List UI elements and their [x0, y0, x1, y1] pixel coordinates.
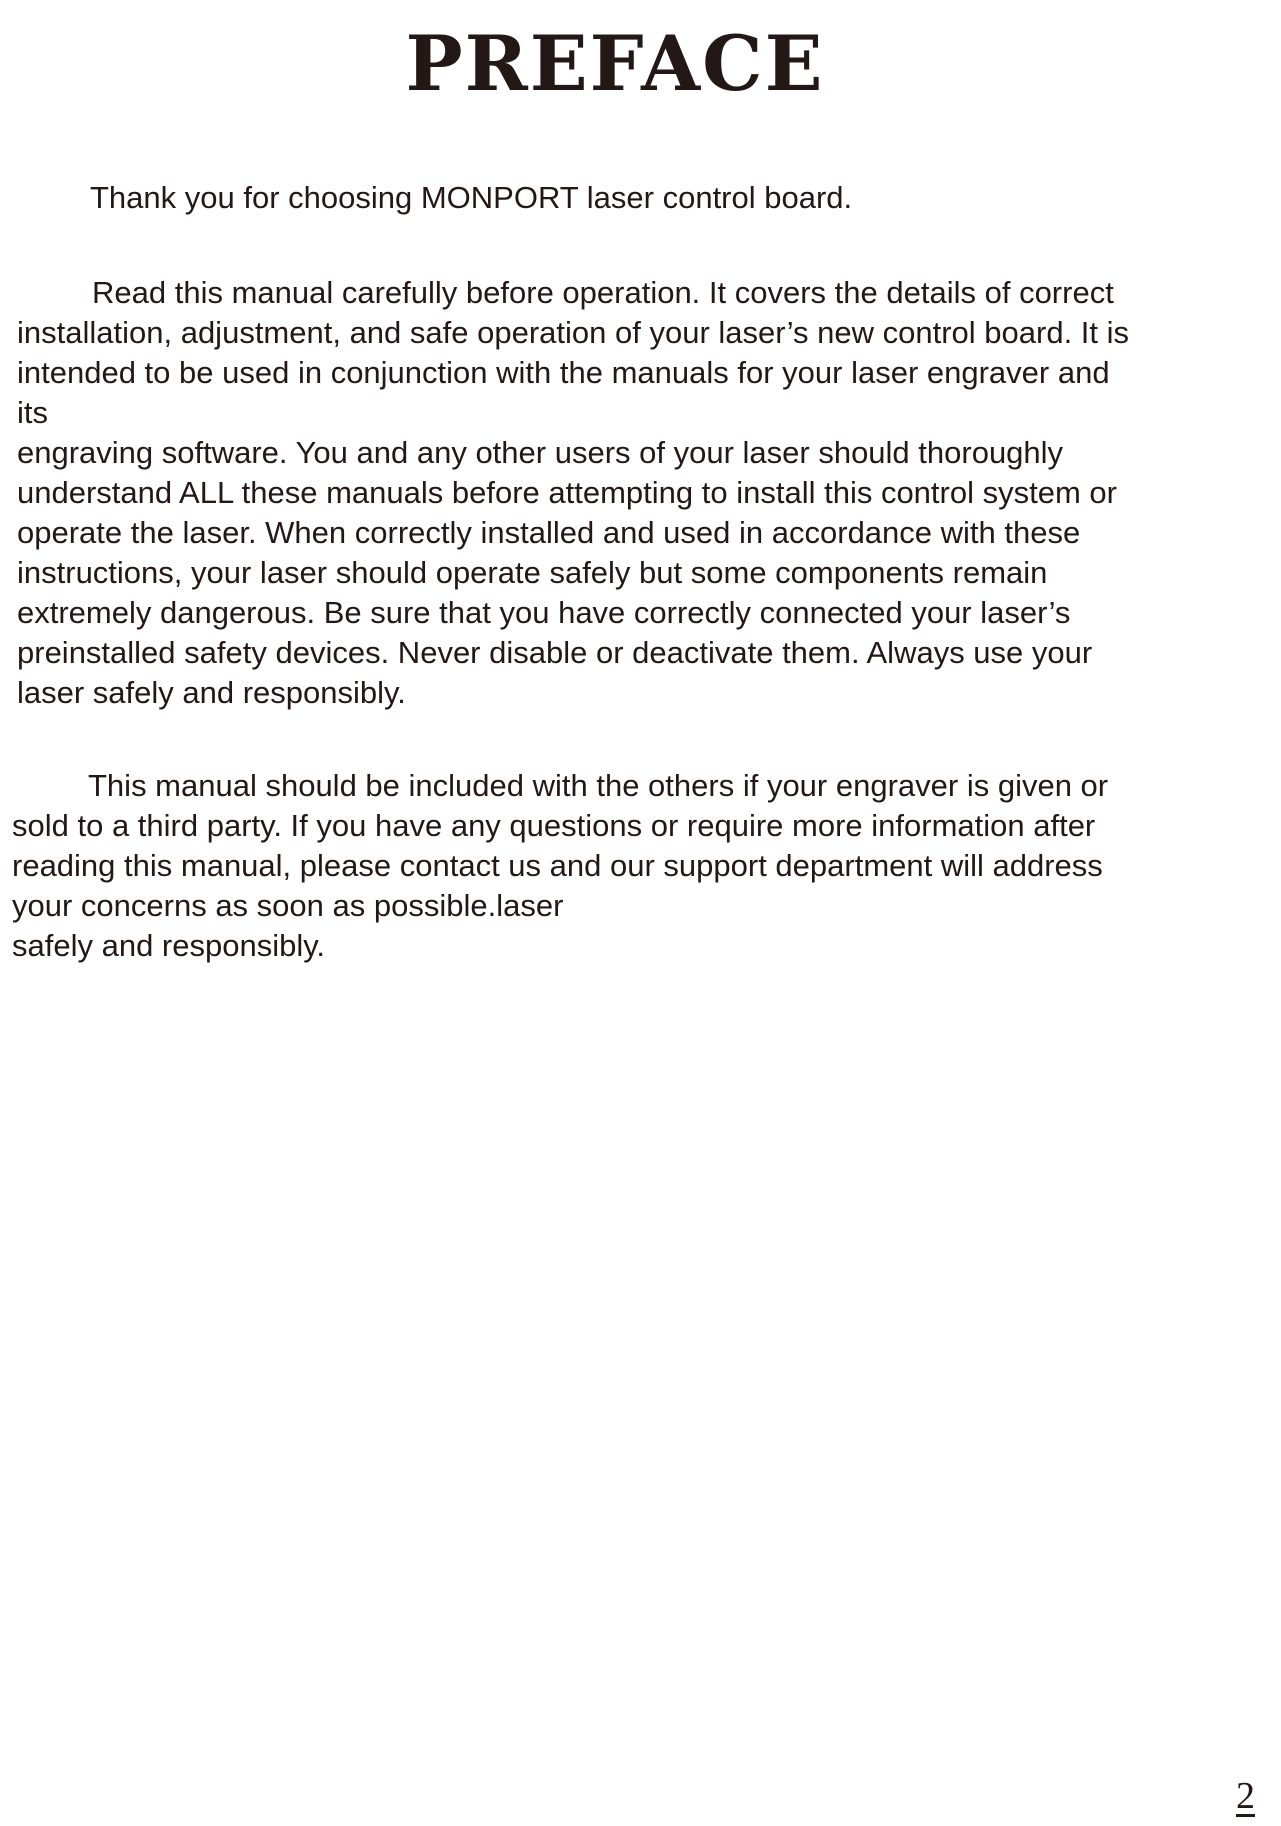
- paragraph-2-line-2: installation, adjustment, and safe operation of your laser’s new control board. It is: [17, 315, 1130, 350]
- paragraph-2-line-8: instructions, your laser should operate safely but some components remain: [17, 555, 1048, 590]
- paragraph-2-line-1: Read this manual carefully before operation. It covers the details of correct: [92, 275, 1114, 310]
- paragraph-2-line-4: its: [17, 395, 48, 430]
- paragraph-2-line-5: engraving software. You and any other users of your laser should thoroughly: [17, 435, 1064, 470]
- paragraph-2-line-9: extremely dangerous. Be sure that you have correctly connected your laser’s: [17, 595, 1071, 630]
- paragraph-3-line-2: sold to a third party. If you have any questions or require more information after: [12, 808, 1096, 843]
- paragraph-2-line-11: laser safely and responsibly.: [17, 675, 406, 710]
- page-title: PREFACE: [405, 19, 825, 108]
- paragraph-2-line-6: understand ALL these manuals before attempting to install this control system or: [17, 475, 1117, 510]
- paragraph-3-line-5: safely and responsibly.: [12, 928, 326, 963]
- paragraph-3-line-1: This manual should be included with the others if your engraver is given or: [88, 768, 1109, 803]
- paragraph-3-line-3: reading this manual, please contact us and our support department will address: [12, 848, 1103, 883]
- page-number: 2: [1236, 1775, 1255, 1817]
- paragraph-3-line-4: your concerns as soon as possible.laser: [12, 888, 564, 923]
- paragraph-2-line-7: operate the laser. When correctly installed and used in accordance with these: [17, 515, 1081, 550]
- paragraph-1-line-1: Thank you for choosing MONPORT laser control board.: [90, 180, 853, 215]
- paragraph-2-line-10: preinstalled safety devices. Never disable or deactivate them. Always use your: [17, 635, 1093, 670]
- paragraph-2-line-3: intended to be used in conjunction with the manuals for your laser engraver and: [17, 355, 1110, 390]
